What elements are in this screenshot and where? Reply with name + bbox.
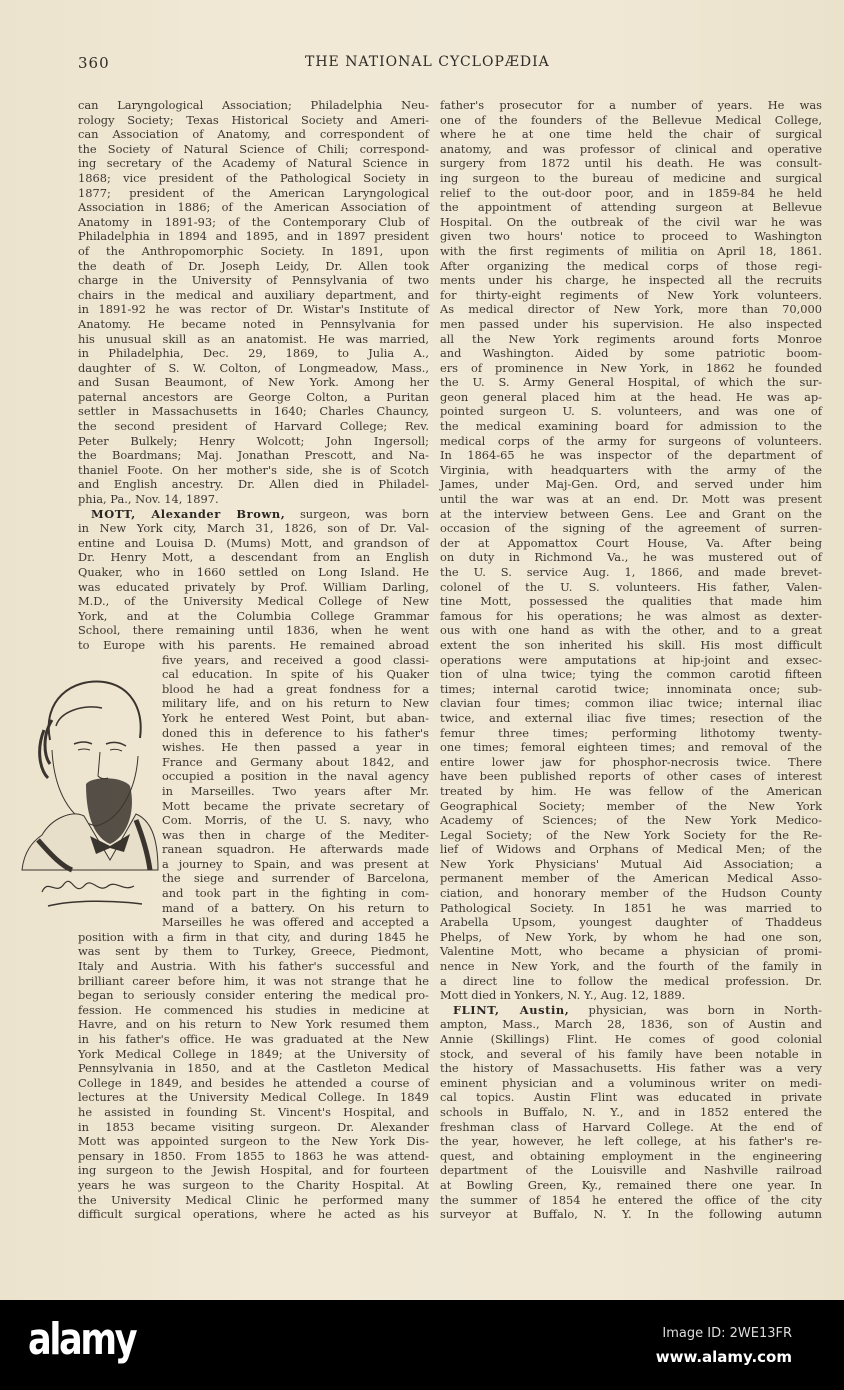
text-line: times; internal carotid twice; innominata once; sub-: [440, 681, 822, 696]
flint-heading-line: [440, 1003, 822, 1018]
text-line: twice, and external iliac five times; resection of the: [440, 710, 822, 725]
text-line: with the first regiments of militia on April 18, 1861.: [440, 243, 822, 258]
text-line: can Laryngological Association; Philadelphia Neu-: [78, 98, 429, 112]
text-line: freshman class of Harvard College. At the end of: [440, 1119, 822, 1134]
page-number: 360: [78, 54, 110, 72]
text-line: schools in Buffalo, N. Y., and in 1852 entered the: [440, 1104, 822, 1119]
text-line: brilliant career before him, it was not strange that he: [78, 973, 429, 988]
text-line: Academy of Sciences; of the New York Medico-: [440, 813, 822, 828]
text-line: to Europe with his parents. He remained abroad: [78, 637, 429, 652]
text-line: treated by him. He was fellow of the American: [440, 783, 822, 798]
text-line: lief of Widows and Orphans of Medical Men; of the: [440, 842, 822, 857]
flint-biography: [440, 1017, 822, 1221]
text-line: After organizing the medical corps of those regi-: [440, 258, 822, 273]
text-line: cal topics. Austin Flint was educated in private: [440, 1090, 822, 1105]
text-line: Pathological Society. In 1851 he was married to: [440, 900, 822, 915]
text-line: father's prosecutor for a number of years. He was: [440, 98, 822, 112]
text-line: given two hours' notice to proceed to Washington: [440, 229, 822, 244]
text-line: phia, Pa., Nov. 14, 1897.: [78, 492, 219, 507]
text-line: Peter Bulkely; Henry Wolcott; John Ingersoll;: [78, 433, 429, 448]
text-line: the appointment of attending surgeon at Bellevue: [440, 200, 822, 215]
mott-entry-name: MOTT, Alexander Brown,: [91, 506, 286, 521]
text-line: Hospital. On the outbreak of the civil war he was: [440, 214, 822, 229]
mott-biography-continued: [440, 98, 822, 1003]
text-line: relief to the out-door poor, and in 1859-84 he held: [440, 185, 822, 200]
text-line: Valentine Mott, who became a physician of promi-: [440, 944, 822, 959]
text-line: the death of Dr. Joseph Leidy, Dr. Allen took: [78, 258, 429, 273]
text-line: settler in Massachusetts in 1640; Charles Chauncy,: [78, 404, 429, 419]
text-line: As medical director of New York, more than 70,000: [440, 302, 822, 317]
text-line: the second president of Harvard College; Rev.: [78, 419, 429, 434]
text-line: at the interview between Gens. Lee and Grant on the: [440, 506, 822, 521]
text-line: the University Medical Clinic he performed many: [78, 1192, 429, 1207]
text-line: in his father's office. He was graduated at the New: [78, 1032, 429, 1046]
text-line: Legal Society; of the New York Society for the Re-: [440, 827, 822, 842]
text-line: and took part in the fighting in com-: [162, 886, 429, 901]
text-line: department of the Louisville and Nashville railroad: [440, 1163, 822, 1178]
text-line: 1877; president of the American Laryngological: [78, 185, 429, 200]
text-line: he assisted in founding St. Vincent's Hospital, and: [78, 1104, 429, 1119]
text-line: colonel of the U. S. volunteers. His father, Valen-: [440, 579, 822, 594]
text-line: tion of ulna twice; tying the common carotid fifteen: [440, 667, 822, 682]
text-line: ments under his charge, he inspected all the recruits: [440, 273, 822, 288]
mott-biography-part-1: [78, 521, 429, 652]
text-line: Association in 1886; of the American Association of: [78, 200, 429, 215]
text-line: James, under Maj-Gen. Ord, and served under him: [440, 477, 822, 492]
text-line: the Society of Natural Science of Chili; correspond-: [78, 141, 429, 156]
text-line: and English ancestry. Dr. Allen died in Philadel-: [78, 477, 429, 492]
text-line: ers of prominence in New York, in 1862 he founded: [440, 360, 822, 375]
text-line: ing surgeon to the bureau of medicine and surgical: [440, 170, 822, 185]
text-line: York Medical College in 1849; at the University of: [78, 1046, 429, 1061]
text-line: pointed surgeon U. S. volunteers, and was one of: [440, 404, 822, 419]
text-line: Italy and Austria. With his father's successful and: [78, 959, 429, 974]
text-line: lectures at the University Medical College. In 1849: [78, 1090, 429, 1105]
text-line: School, there remaining until 1836, when he went: [78, 623, 429, 638]
text-line: France and Germany about 1842, and: [162, 754, 429, 769]
text-line: Pennsylvania in 1850, and at the Castleton Medical: [78, 1061, 429, 1076]
text-line: wishes. He then passed a year in: [162, 740, 429, 755]
text-line: daughter of S. W. Colton, of Longmeadow, Mass.,: [78, 360, 429, 375]
text-line: all the New York regiments around forts Monroe: [440, 331, 822, 346]
text-line: tine Mott, possessed the qualities that made him: [440, 594, 822, 609]
text-line: Com. Morris, of the U. S. navy, who: [162, 813, 429, 828]
text-line: at Bowling Green, Ky., remained there one year. In: [440, 1177, 822, 1192]
text-line: clavian four times; common iliac twice; internal iliac: [440, 696, 822, 711]
text-line: was sent by them to Turkey, Greece, Piedmont,: [78, 944, 429, 959]
text-line: fession. He commenced his studies in medicine at: [78, 1002, 429, 1017]
text-line: the Boardmans; Maj. Jonathan Prescott, and Na-: [78, 448, 429, 463]
text-line: ous with one hand as with the other, and to a great: [440, 623, 822, 638]
text-line: Virginia, with headquarters with the army of the: [440, 462, 822, 477]
text-line: College in 1849, and besides he attended a course of: [78, 1075, 429, 1090]
mott-biography-beside-portrait: [162, 653, 429, 930]
text-line: York, and at the Columbia College Grammar: [78, 608, 429, 623]
right-column: [440, 98, 822, 1222]
text-line: for thirty-eight regiments of New York volunteers.: [440, 287, 822, 302]
text-line: Dr. Henry Mott, a descendant from an English: [78, 550, 429, 565]
mott-biography-part-2: [78, 930, 429, 1222]
text-line: surveyor at Buffalo, N. Y. In the following autumn: [440, 1207, 822, 1222]
text-line: Mott was appointed surgeon to the New York Dis-: [78, 1134, 429, 1149]
text-line: the medical examining board for admission to the: [440, 419, 822, 434]
text-line: charge in the University of Pennsylvania of two: [78, 273, 429, 288]
text-line: femur three times; performing lithotomy twenty-: [440, 725, 822, 740]
text-line: position with a firm in that city, and during 1845 he: [78, 929, 429, 944]
text-line: the summer of 1854 he entered the office of the city: [440, 1192, 822, 1207]
image-id: Image ID: 2WE13FR: [662, 1326, 792, 1341]
text-line: in Marseilles. Two years after Mr.: [162, 783, 429, 798]
text-line: famous for his operations; he was almost as dexter-: [440, 608, 822, 623]
text-line: anatomy, and was professor of clinical and operative: [440, 141, 822, 156]
text-line: surgery from 1872 until his death. He was consult-: [440, 156, 822, 171]
watermark-band: [0, 1300, 844, 1390]
text-line: permanent member of the American Medical Asso-: [440, 871, 822, 886]
text-line: in New York city, March 31, 1826, son of Dr. Val-: [78, 521, 429, 536]
text-line: ing surgeon to the Jewish Hospital, and for fourteen: [78, 1163, 429, 1178]
text-line: a journey to Spain, and was present at: [162, 856, 429, 871]
text-line: and Susan Beaumont, of New York. Among her: [78, 375, 429, 390]
text-line: extent the son inherited his skill. His most difficult: [440, 637, 822, 652]
text-line: occupied a position in the naval agency: [162, 769, 429, 784]
text-line: on duty in Richmond Va., he was mustered out of: [440, 550, 822, 565]
text-line: and Washington. Aided by some patriotic boom-: [440, 346, 822, 361]
text-line: der at Appomattox Court House, Va. After being: [440, 535, 822, 550]
text-line: quest, and obtaining employment in the engineering: [440, 1148, 822, 1163]
text-line: nence in New York, and the fourth of the family in: [440, 959, 822, 974]
text-line: pensary in 1850. From 1855 to 1863 he was attend-: [78, 1148, 429, 1163]
text-line: chairs in the medical and auxiliary department, and: [78, 287, 429, 302]
text-line: the year, however, he left college, at his father's re-: [440, 1134, 822, 1149]
text-line: in Philadelphia, Dec. 29, 1869, to Julia A.,: [78, 346, 429, 361]
text-line: operations were amputations at hip-joint and exsec-: [440, 652, 822, 667]
text-line: military life, and on his return to New: [162, 696, 429, 711]
text-line: M.D., of the University Medical College of New: [78, 594, 429, 609]
flint-first-line-text: physician, was born in North-: [569, 1002, 822, 1017]
text-line: was then in charge of the Mediter-: [162, 827, 429, 842]
text-line: paternal ancestors are George Colton, a Puritan: [78, 389, 429, 404]
mott-heading-line: [78, 507, 429, 522]
text-line: blood he had a great fondness for a: [162, 681, 429, 696]
text-line: cal education. In spite of his Quaker: [162, 667, 429, 682]
text-line: ciation, and honorary member of the Hudson County: [440, 886, 822, 901]
text-line: rology Society; Texas Historical Society and Ameri-: [78, 112, 429, 127]
text-line: until the war was at an end. Dr. Mott was present: [440, 492, 822, 507]
text-line: where he at one time held the chair of surgical: [440, 127, 822, 142]
text-line: the U. S. Army General Hospital, of which the sur-: [440, 375, 822, 390]
text-line: mand of a battery. On his return to: [162, 900, 429, 915]
text-line: ing secretary of the Academy of Natural Science in: [78, 156, 429, 171]
text-line: Geographical Society; member of the New York: [440, 798, 822, 813]
text-line: began to seriously consider entering the medical pro-: [78, 988, 429, 1003]
text-line: can Association of Anatomy, and correspondent of: [78, 127, 429, 142]
text-line: York he entered West Point, but aban-: [162, 710, 429, 725]
text-line: Phelps, of New York, by whom he had one son,: [440, 929, 822, 944]
text-line: medical corps of the army for surgeons of volunteers.: [440, 433, 822, 448]
text-line: of the Anthropomorphic Society. In 1891, upon: [78, 243, 429, 258]
text-line: Mott became the private secretary of: [162, 798, 429, 813]
text-line: Anatomy. He became noted in Pennsylvania for: [78, 316, 429, 331]
mott-portrait-engraving: [12, 660, 160, 910]
text-line: ampton, Mass., March 28, 1836, son of Austin and: [440, 1017, 822, 1032]
text-line: years he was surgeon to the Charity Hospital. At: [78, 1177, 429, 1192]
text-line: a direct line to follow the medical profession. Dr.: [440, 973, 822, 988]
text-line: geon general placed him at the head. He was ap-: [440, 389, 822, 404]
text-line: one of the founders of the Bellevue Medical College,: [440, 112, 822, 127]
text-line: Anatomy in 1891-93; of the Contemporary Club of: [78, 214, 429, 229]
text-line: have been published reports of other cases of interest: [440, 769, 822, 784]
text-line: Arabella Upsom, youngest daughter of Thaddeus: [440, 915, 822, 930]
text-line: 1868; vice president of the Pathological Society in: [78, 170, 429, 185]
text-line: New York Physicians' Mutual Aid Association; a: [440, 856, 822, 871]
text-line: In 1864-65 he was inspector of the department of: [440, 448, 822, 463]
text-line: stock, and several of his family have been notable in: [440, 1046, 822, 1061]
text-line: was educated privately by Prof. William Darling,: [78, 579, 429, 594]
text-line: five years, and received a good classi-: [162, 652, 429, 667]
text-line: Philadelphia in 1894 and 1895, and in 1897 president: [78, 229, 429, 244]
alamy-logo: alamy: [28, 1314, 136, 1365]
text-line: thaniel Foote. On her mother's side, she is of Scotch: [78, 462, 429, 477]
text-line: the siege and surrender of Barcelona,: [162, 871, 429, 886]
text-line: the U. S. service Aug. 1, 1866, and made brevet-: [440, 565, 822, 579]
text-line: in 1891-92 he was rector of Dr. Wistar's Institute of: [78, 302, 429, 317]
running-title: THE NATIONAL CYCLOPÆDIA: [305, 54, 550, 70]
text-line: Havre, and on his return to New York resumed them: [78, 1017, 429, 1032]
flint-entry-name: FLINT, Austin,: [453, 1002, 570, 1017]
text-line: Quaker, who in 1660 settled on Long Island. He: [78, 565, 429, 579]
text-line: his unusual skill as an anatomist. He was married,: [78, 331, 429, 346]
text-line: difficult surgical operations, where he acted as his: [78, 1207, 429, 1222]
text-line: entire lower jaw for phosphor-necrosis twice. There: [440, 754, 822, 769]
text-line: Marseilles he was offered and accepted a: [162, 915, 429, 930]
text-line: one times; femoral eighteen times; and removal of the: [440, 740, 822, 755]
text-line: ranean squadron. He afterwards made: [162, 842, 429, 857]
mott-first-line-text: surgeon, was born: [285, 506, 430, 521]
text-line: in 1853 became visiting surgeon. Dr. Alexander: [78, 1119, 429, 1134]
text-line: men passed under his supervision. He also inspected: [440, 316, 822, 331]
text-line: entine and Louisa D. (Mums) Mott, and grandson of: [78, 535, 429, 550]
allen-biography-end: [78, 98, 429, 507]
text-line: Mott died in Yonkers, N. Y., Aug. 12, 1889.: [440, 988, 686, 1003]
text-line: the history of Massachusetts. His father was a very: [440, 1061, 822, 1076]
text-line: doned this in deference to his father's: [162, 725, 429, 740]
watermark-url: www.alamy.com: [655, 1348, 792, 1366]
text-line: occasion of the signing of the agreement of surren-: [440, 521, 822, 536]
text-line: Annie (Skillings) Flint. He comes of good colonial: [440, 1032, 822, 1046]
text-line: eminent physician and a voluminous writer on medi-: [440, 1075, 822, 1090]
